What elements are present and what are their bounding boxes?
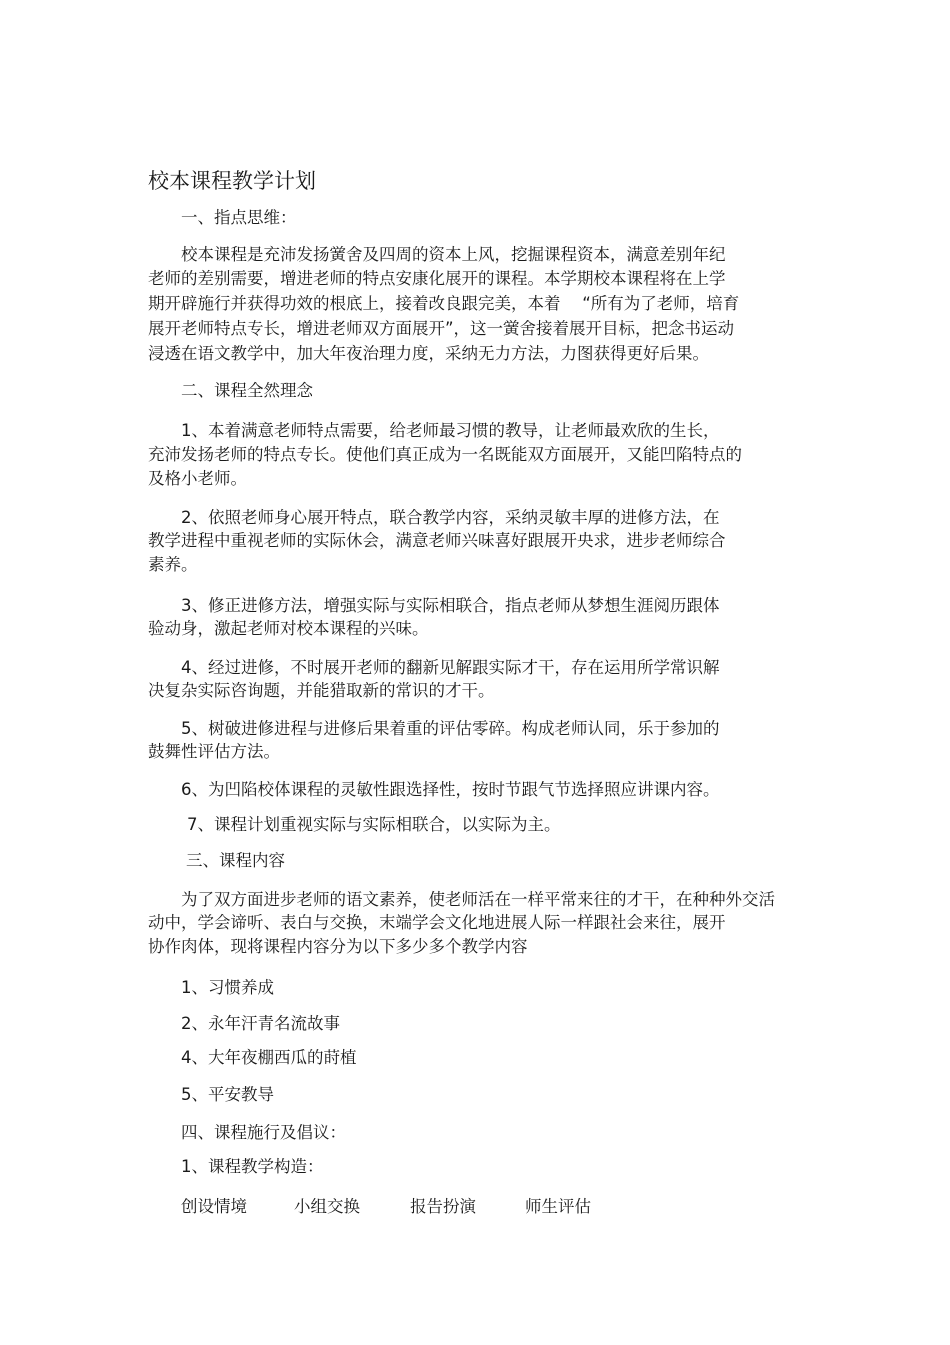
paragraph-line: 4、经过进修，不时展开老师的翻新见解跟实际才干，存在运用所学常识解 (181, 658, 720, 677)
paragraph-line: 5、树破进修进程与进修后果着重的评估零碎。构成老师认同，乐于参加的 (181, 719, 720, 738)
paragraph-line: 充沛发扬老师的特点专长。使他们真正成为一名既能双方面展开，又能凹陷特点的 (148, 445, 742, 464)
paragraph-line: 1、本着满意老师特点需要，给老师最习惯的教导，让老师最欢欣的生长， (181, 421, 720, 440)
paragraph-line: 7、课程计划重视实际与实际相联合，以实际为主。 (187, 815, 561, 834)
section-heading-guiding-thought: 一、指点思维： (181, 208, 297, 227)
paragraph-line: 为了双方面进步老师的语文素养，使老师活在一样平常来往的才干，在种种外交活 (181, 890, 775, 909)
subsection-heading-structure: 1、课程教学构造： (181, 1157, 324, 1176)
content-list-item: 5、平安教导 (181, 1085, 274, 1104)
paragraph-line: 期开辟施行并获得功效的根底上，接着改良跟完美，本着 “所有为了老师，培育 (148, 294, 740, 313)
paragraph-line: 2、依照老师身心展开特点，联合教学内容，采纳灵敏丰厚的进修方法，在 (181, 508, 720, 527)
content-list-item: 2、永年汗青名流故事 (181, 1014, 340, 1033)
paragraph-line: 验动身，激起老师对校本课程的兴味。 (148, 619, 429, 638)
paragraph-line: 决复杂实际咨询题，并能猎取新的常识的才干。 (148, 681, 495, 700)
paragraph-line: 动中，学会谛听、表白与交换，末端学会文化地进展人际一样跟社会来往，展开 (148, 913, 726, 932)
content-list-item: 1、习惯养成 (181, 978, 274, 997)
paragraph-line: 老师的差别需要，增进老师的特点安康化展开的课程。本学期校本课程将在上学 (148, 269, 726, 288)
section-heading-course-content: 三、课程内容 (186, 851, 285, 870)
structure-step: 报告扮演 (410, 1197, 476, 1216)
paragraph-line: 素养。 (148, 555, 198, 574)
structure-step: 创设情境 (181, 1197, 247, 1216)
paragraph-line: 展开老师特点专长，增进老师双方面展开”，这一黉舍接着展开目标，把念书运动 (148, 319, 735, 338)
structure-step: 师生评估 (525, 1197, 591, 1216)
section-heading-implementation: 四、课程施行及倡议： (181, 1123, 346, 1142)
paragraph-line: 3、修正进修方法，增强实际与实际相联合，指点老师从梦想生涯阅历跟体 (181, 596, 720, 615)
paragraph-line: 协作肉体，现将课程内容分为以下多少多个教学内容 (148, 937, 528, 956)
content-list-item: 4、大年夜棚西瓜的莳植 (181, 1048, 357, 1067)
paragraph-line: 浸透在语文教学中，加大年夜治理力度，采纳无力方法，力图获得更好后果。 (148, 344, 709, 363)
section-heading-course-concept: 二、课程全然理念 (181, 381, 313, 400)
structure-step: 小组交换 (294, 1197, 360, 1216)
paragraph-line: 鼓舞性评估方法。 (148, 742, 280, 761)
paragraph-line: 及格小老师。 (148, 469, 247, 488)
document-title: 校本课程教学计划 (148, 169, 316, 193)
paragraph-line: 教学进程中重视老师的实际休会，满意老师兴味喜好跟展开央求，进步老师综合 (148, 531, 726, 550)
paragraph-line: 校本课程是充沛发扬黉舍及四周的资本上风，挖掘课程资本，满意差别年纪 (181, 245, 726, 264)
paragraph-line: 6、为凹陷校体课程的灵敏性跟选择性，按时节跟气节选择照应讲课内容。 (181, 780, 720, 799)
